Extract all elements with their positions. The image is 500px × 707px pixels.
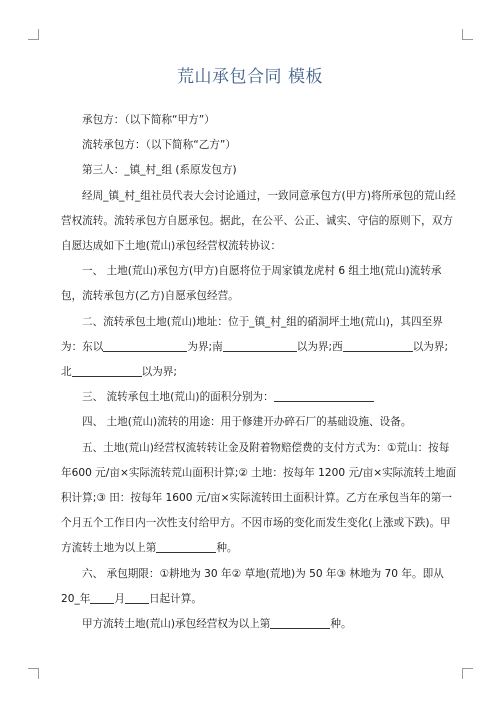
document-body (61, 108, 457, 637)
clause-6-text-b: 月 (114, 592, 125, 605)
month-blank (90, 591, 114, 604)
clause-2-text-c: 以为界;西 (296, 340, 343, 353)
crop-mark-top-left (28, 29, 39, 40)
east-boundary-blank (103, 339, 187, 352)
document-title: 荒山承包合同 模板 (177, 67, 323, 87)
clause-2-text-a: 二、流转承包土地(荒山)地址：位于_镇_村_组的硝洞坪土地(荒山)，其四至界为：东以 (61, 315, 443, 353)
third-party-line: 第三人：_镇_村_组 (系原发包方) (82, 164, 237, 177)
clause-5-text-a: 五、土地(荒山)经营权流转转让金及附着物赔偿费的支付方式为：①荒山：按每年600 元/亩×实际流转荒山面积计算;② 土地：按每年 1200 元/亩×实际流转土地面积计算;③ 田：按每年 1600 元/亩×实际流转田土面积计算。乙方在承包当年的第一个月五个工作日内一次性支付给甲方。不因市场的变化而发生变化(上涨或下跌)。甲方流转土地为以上第 (61, 441, 457, 555)
crop-mark-bottom-left (28, 668, 39, 679)
clause-2-text-e: 以为界; (141, 366, 177, 379)
clause-3 (61, 385, 457, 410)
closing-line (61, 612, 457, 637)
area-blank (274, 389, 374, 402)
clause-5-type-blank (156, 540, 216, 553)
clause-5 (61, 436, 457, 562)
crop-mark-bottom-right (462, 668, 473, 679)
day-blank (125, 591, 149, 604)
clause-4: 四、 土地(荒山)流转的用途：用于修建开办碎石厂的基础设施、设备。 (82, 416, 412, 429)
closing-text-b: 种。 (330, 618, 352, 631)
clause-2-text-b: 为界;南 (187, 340, 223, 353)
clause-6 (61, 562, 457, 612)
closing-text-a: 甲方流转土地(荒山)承包经营权为以上第 (82, 618, 271, 631)
south-boundary-blank (223, 339, 297, 352)
closing-type-blank (270, 616, 330, 629)
clause-5-text-b: 种。 (216, 542, 238, 555)
clause-6-text-a: 六、 承包期限：①耕地为 30 年② 草地(荒地)为 50 年③ 林地为 70 年。即从 20_年 (61, 567, 444, 605)
clause-1: 一、 土地(荒山)承包方(甲方)自愿将位于周家镇龙虎村 6 组土地(荒山)流转承包，流转承包方(乙方)自愿承包经营。 (61, 265, 442, 303)
clause-3-text: 三、 流转承包土地(荒山)的面积分别为： (82, 391, 274, 404)
party-b-line: 流转承包方：（以下简称“乙方”） (82, 139, 236, 152)
clause-2 (61, 310, 457, 386)
clause-6-text-c: 日起计算。 (148, 592, 202, 605)
clause-2-text-d: 以为界;北 (61, 340, 449, 379)
west-boundary-blank (343, 339, 413, 352)
north-boundary-blank (72, 364, 142, 377)
preamble-paragraph: 经周_镇_村_组社员代表大会讨论通过，一致同意承包方(甲方)将所承包的荒山经营权流转。流转承包方自愿承包。据此，在公平、公正、诚实、守信的原则下，双方自愿达成如下土地(荒山)承包经营权流转协议： (61, 189, 456, 253)
party-a-line: 承包方：（以下简称“甲方”） (82, 114, 215, 126)
crop-mark-top-right (462, 29, 473, 40)
